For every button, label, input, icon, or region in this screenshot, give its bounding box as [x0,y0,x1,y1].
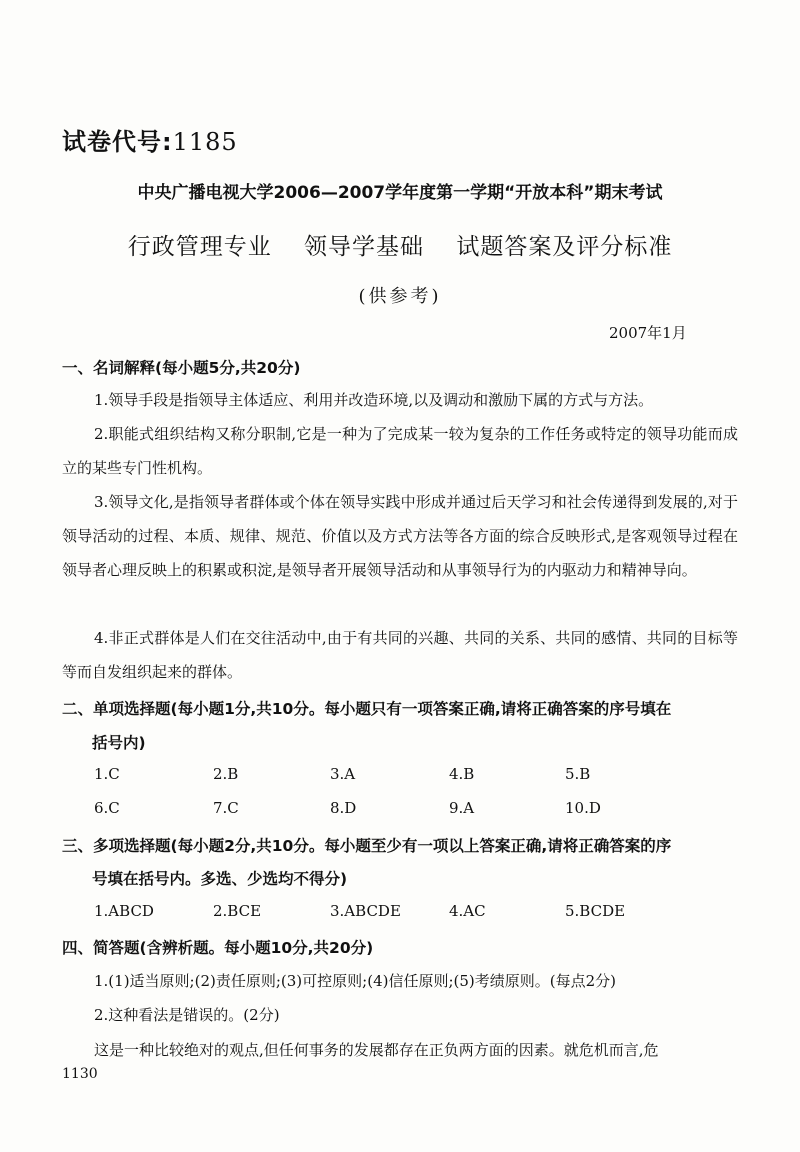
section4-item-2: 2.这种看法是错误的。(2分) [94,1006,280,1024]
multi-answer-3: 3.ABCDE [330,902,401,920]
answer-2: 2.B [213,765,239,783]
course-name: 领导学基础 [304,234,424,260]
paper-code-label: 试卷代号: [62,128,173,156]
multi-answer-2: 2.BCE [213,902,262,920]
section2-title-line2: 括号内) [92,734,146,752]
answer-5: 5.B [565,765,591,783]
answer-7: 7.C [213,799,239,817]
section1-item-3: 3.领导文化,是指领导者群体或个体在领导实践中形成并通过后天学习和社会传递得到发展的,对于领导活动的过程、本质、规律、规范、价值以及方式方法等各方面的综合反映形式,是客观领导过程在领导者心理反映上的积累或积淀,是领导者开展领导活动和从事领导行为的内驱动力和精神导向。 [62,493,738,579]
section4-item-2-text: 这是一种比较绝对的观点,但任何事务的发展都存在正负两方面的因素。就危机而言,危 [94,1041,659,1059]
exam-title: 中央广播电视大学2006—2007学年度第一学期“开放本科”期末考试 [137,183,663,203]
section3-title-line1: 三、多项选择题(每小题2分,共10分。每小题至少有一项以上答案正确,请将正确答案的序 [62,837,672,855]
section2-title-line1: 二、单项选择题(每小题1分,共10分。每小题只有一项答案正确,请将正确答案的序号填在 [62,700,672,718]
answer-6: 6.C [94,799,120,817]
answer-8: 8.D [330,799,357,817]
section1-item-1: 1.领导手段是指领导主体适应、利用并改造环境,以及调动和激励下属的方式与方法。 [94,391,654,409]
section3-title-line2: 号填在括号内。多选、少选均不得分) [92,870,348,888]
section1-item-2: 2.职能式组织结构又称分职制,它是一种为了完成某一较为复杂的工作任务或特定的领导功能而成立的某些专门性机构。 [62,425,738,477]
reference-note: (供参考) [358,286,442,307]
answer-1: 1.C [94,765,120,783]
page-number: 1130 [62,1066,98,1082]
section1-title: 一、名词解释(每小题5分,共20分) [62,359,301,377]
doc-type: 试题答案及评分标准 [456,234,673,260]
multi-answer-1: 1.ABCD [94,902,154,920]
answer-10: 10.D [565,799,601,817]
multi-answer-4: 4.AC [449,902,486,920]
answer-4: 4.B [449,765,475,783]
section4-title: 四、简答题(含辨析题。每小题10分,共20分) [62,939,374,957]
paper-code [62,122,238,157]
subject-line [0,228,800,261]
section4-item-1: 1.(1)适当原则;(2)责任原则;(3)可控原则;(4)信任原则;(5)考绩原则。(每点2分) [94,972,617,990]
answer-3: 3.A [330,765,356,783]
multi-answer-5: 5.BCDE [565,902,626,920]
exam-date: 2007年1月 [609,324,687,342]
section1-item-4: 4.非正式群体是人们在交往活动中,由于有共同的兴趣、共同的关系、共同的感情、共同的目标等等而自发组织起来的群体。 [62,629,738,681]
paper-code-number: 1185 [172,128,238,156]
major-name: 行政管理专业 [127,234,272,260]
answer-9: 9.A [449,799,475,817]
